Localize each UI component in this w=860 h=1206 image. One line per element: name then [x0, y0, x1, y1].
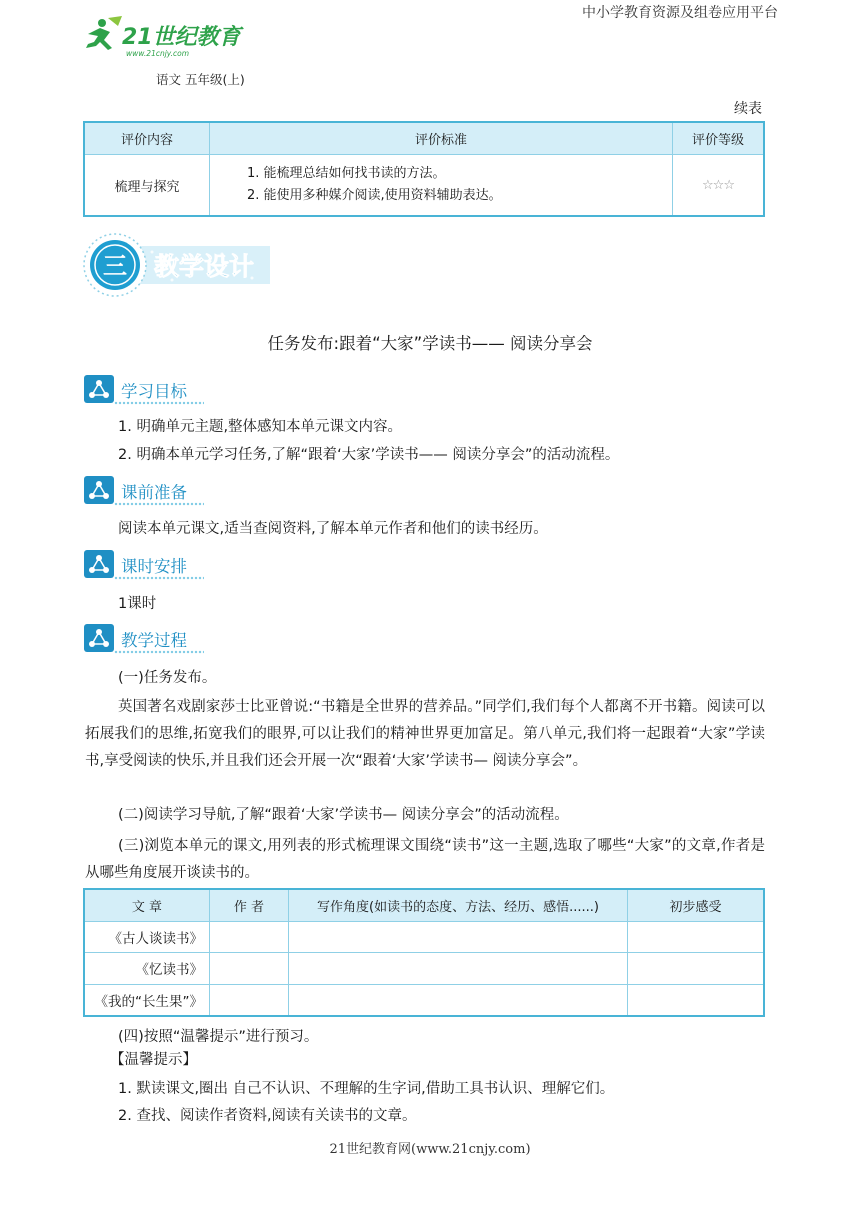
tips-title: 【温馨提示】 [110, 1052, 197, 1068]
criterion-item: 1. 能梳理总结如何找书读的方法。 [247, 166, 446, 181]
section-label: 学习目标 [121, 382, 187, 401]
author-cell [210, 953, 289, 985]
impression-cell [628, 921, 765, 953]
tip-item: 2. 查找、阅读作者资料,阅读有关读书的文章。 [118, 1108, 417, 1124]
article-title: 《忆读书》 [84, 953, 210, 985]
article-title: 《古人谈读书》 [84, 921, 210, 953]
angle-cell [289, 953, 628, 985]
eval-content-cell: 梳理与探究 [84, 155, 210, 217]
article-title: 《我的“长生果”》 [84, 984, 210, 1016]
network-icon [84, 375, 114, 403]
logo-url: www.21cnjy.com [126, 49, 190, 58]
section-label: 课时安排 [121, 557, 187, 576]
eval-criteria-cell [210, 155, 673, 217]
section-header-prep [84, 476, 204, 506]
dotted-underline [114, 401, 204, 405]
process-step-4: (四)按照“温馨提示”进行预习。 [118, 1029, 319, 1045]
section-header-goals [84, 375, 204, 405]
eval-header-criteria: 评价标准 [210, 122, 673, 155]
logo-text: 21世纪教育 [122, 25, 241, 50]
goal-item: 2. 明确本单元学习任务,了解“跟着‘大家’学读书—— 阅读分享会”的活动流程。 [118, 447, 620, 463]
study-header-author: 作 者 [210, 889, 289, 921]
angle-cell [289, 984, 628, 1016]
prep-text: 阅读本单元课文,适当查阅资料,了解本单元作者和他们的读书经历。 [118, 521, 548, 537]
tip-item: 1. 默读课文,圈出 自己不认识、不理解的生字词,借助工具书认识、理解它们。 [118, 1081, 615, 1097]
network-icon [84, 624, 114, 652]
table-row [84, 953, 764, 985]
page-footer: 21世纪教育网(www.21cnjy.com) [329, 1142, 531, 1157]
section-banner [82, 232, 272, 298]
section-header-schedule [84, 550, 204, 580]
task-title: 任务发布:跟着“大家”学读书—— 阅读分享会 [267, 334, 593, 353]
eval-header-grade: 评价等级 [673, 122, 765, 155]
study-header-angle: 写作角度(如读书的态度、方法、经历、感悟......) [289, 889, 628, 921]
platform-name: 中小学教育资源及组卷应用平台 [582, 5, 778, 21]
author-cell [210, 984, 289, 1016]
section-label: 教学过程 [121, 631, 187, 650]
impression-cell [628, 953, 765, 985]
angle-cell [289, 921, 628, 953]
author-cell [210, 921, 289, 953]
eval-grade-stars: ☆☆☆ [673, 155, 765, 217]
banner-title: 教学设计 [154, 252, 255, 281]
table-row [84, 921, 764, 953]
table-row [84, 984, 764, 1016]
section-header-process [84, 624, 204, 654]
goal-item: 1. 明确单元主题,整体感知本单元课文内容。 [118, 419, 403, 435]
process-step-1: (一)任务发布。 [118, 670, 217, 686]
banner-number: 三 [103, 252, 127, 280]
study-header-article: 文 章 [84, 889, 210, 921]
process-paragraph: 英国著名戏剧家莎士比亚曾说:“书籍是全世界的营养品。”同学们,我们每个人都离不开书籍。阅读可以拓展我们的思维,拓宽我们的眼界,可以让我们的精神世界更加富足。第八单元,我们将一起跟着“大家”学读书,享受阅读的快乐,并且我们还会开展一次“跟着‘大家’学读书— 阅读分享会”。 [85, 699, 765, 769]
network-icon [84, 550, 114, 578]
subject-grade: 语文 五年级(上) [156, 72, 245, 87]
network-icon [84, 476, 114, 504]
dotted-underline [114, 650, 204, 654]
impression-cell [628, 984, 765, 1016]
evaluation-table [83, 121, 765, 217]
table-continued-label: 续表 [734, 101, 762, 117]
eval-header-content: 评价内容 [84, 122, 210, 155]
process-step-2: (二)阅读学习导航,了解“跟着‘大家’学读书— 阅读分享会”的活动流程。 [118, 807, 569, 823]
process-step-3: (三)浏览本单元的课文,用列表的形式梳理课文围绕“读书”这一主题,选取了哪些“大家”的文章,作者是从哪些角度展开谈读书的。 [85, 838, 765, 881]
dotted-underline [114, 576, 204, 580]
criterion-item: 2. 能使用多种媒介阅读,使用资料辅助表达。 [247, 188, 502, 203]
section-label: 课前准备 [121, 483, 187, 502]
study-header-impression: 初步感受 [628, 889, 765, 921]
dotted-underline [114, 502, 204, 506]
reading-study-table [83, 888, 765, 1017]
site-logo [82, 14, 262, 58]
schedule-text: 1课时 [118, 596, 157, 612]
